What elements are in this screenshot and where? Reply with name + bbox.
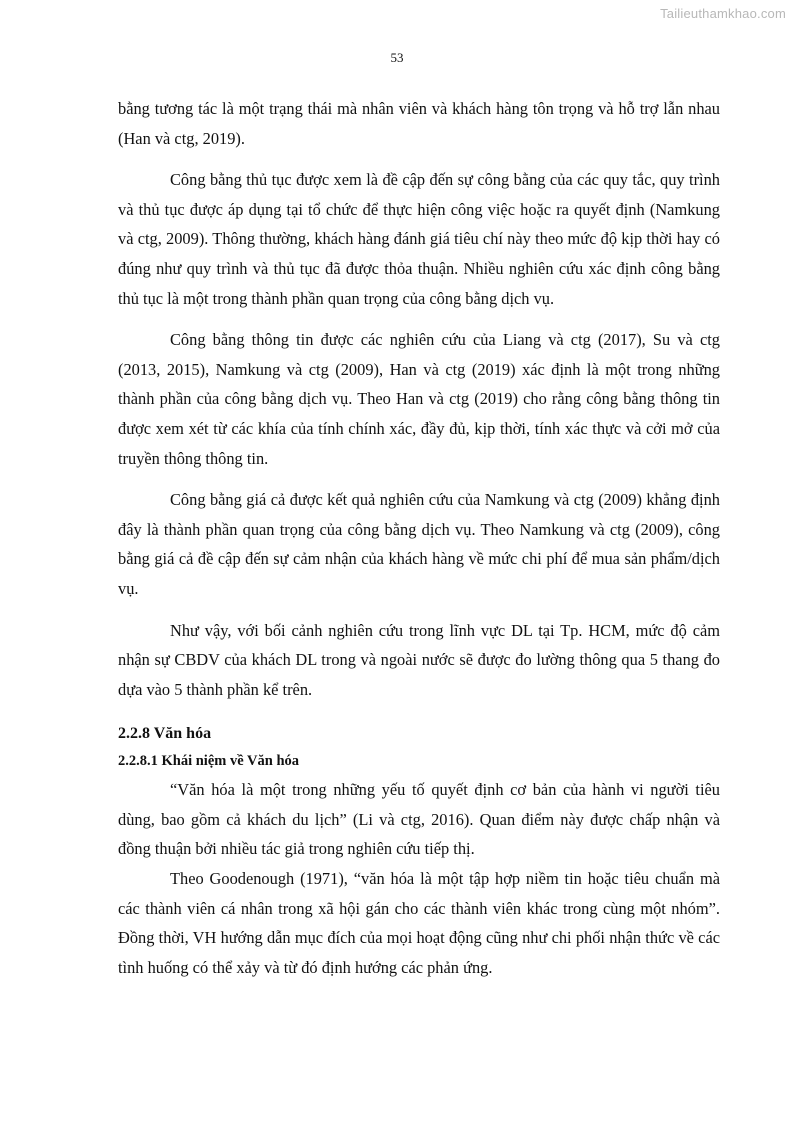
paragraph: “Văn hóa là một trong những yếu tố quyết định cơ bản của hành vi người tiêu dùng, bao gồm cả khách du lịch” (Li và ctg, 2016). Quan điểm này được chấp nhận và đồng thuận bởi nhiều tác giả trong nghiên cứu tiếp thị. bbox=[118, 780, 720, 859]
watermark: Tailieuthamkhao.com bbox=[660, 6, 786, 21]
paragraph: Như vậy, với bối cảnh nghiên cứu trong lĩnh vực DL tại Tp. HCM, mức độ cảm nhận sự CBDV của khách DL trong và ngoài nước sẽ được đo lường thông qua 5 thang đo dựa vào 5 thành phần kể trên. bbox=[118, 620, 720, 699]
document-body bbox=[118, 94, 720, 982]
paragraph: Theo Goodenough (1971), “văn hóa là một tập hợp niềm tin hoặc tiêu chuẩn mà các thành viên cá nhân trong xã hội gán cho các thành viên khác trong cùng một nhóm”. Đồng thời, VH hướng dẫn mục đích của mọi hoạt động cũng như chi phối nhận thức về các tình huống có thể xảy và từ đó định hướng các phản ứng. bbox=[118, 869, 720, 977]
paragraph: Công bằng thông tin được các nghiên cứu của Liang và ctg (2017), Su và ctg (2013, 2015), Namkung và ctg (2009), Han và ctg (2019) xác định là một trong những thành phần của công bằng dịch vụ. Theo Han và ctg (2019) cho rằng công bằng thông tin được xem xét từ các khía của tính chính xác, đầy đủ, kịp thời, tính xác thực và cởi mở của truyền thông thông tin. bbox=[118, 330, 720, 468]
subsection-heading: 2.2.8.1 Khái niệm về Văn hóa bbox=[118, 753, 300, 770]
section-heading: 2.2.8 Văn hóa bbox=[118, 725, 212, 743]
paragraph: Công bằng thủ tục được xem là đề cập đến sự công bằng của các quy tắc, quy trình và thủ tục được áp dụng tại tổ chức để thực hiện công việc hoặc ra quyết định (Namkung và ctg, 2009). Thông thường, khách hàng đánh giá tiêu chí này theo mức độ kịp thời hay có đúng như quy trình và thủ tục đã được thỏa thuận. Nhiều nghiên cứu xác định công bằng thủ tục là một trong thành phần quan trọng của công bằng dịch vụ. bbox=[118, 170, 720, 308]
paragraph: bằng tương tác là một trạng thái mà nhân viên và khách hàng tôn trọng và hỗ trợ lẫn nhau (Han và ctg, 2019). bbox=[118, 99, 720, 148]
page-number: 53 bbox=[390, 50, 404, 65]
paragraph: Công bằng giá cả được kết quả nghiên cứu của Namkung và ctg (2009) khẳng định đây là thành phần quan trọng của công bằng dịch vụ. Theo Namkung và ctg (2009), công bằng giá cả đề cập đến sự cảm nhận của khách hàng về mức chi phí để mua sản phẩm/dịch vụ. bbox=[118, 490, 720, 598]
